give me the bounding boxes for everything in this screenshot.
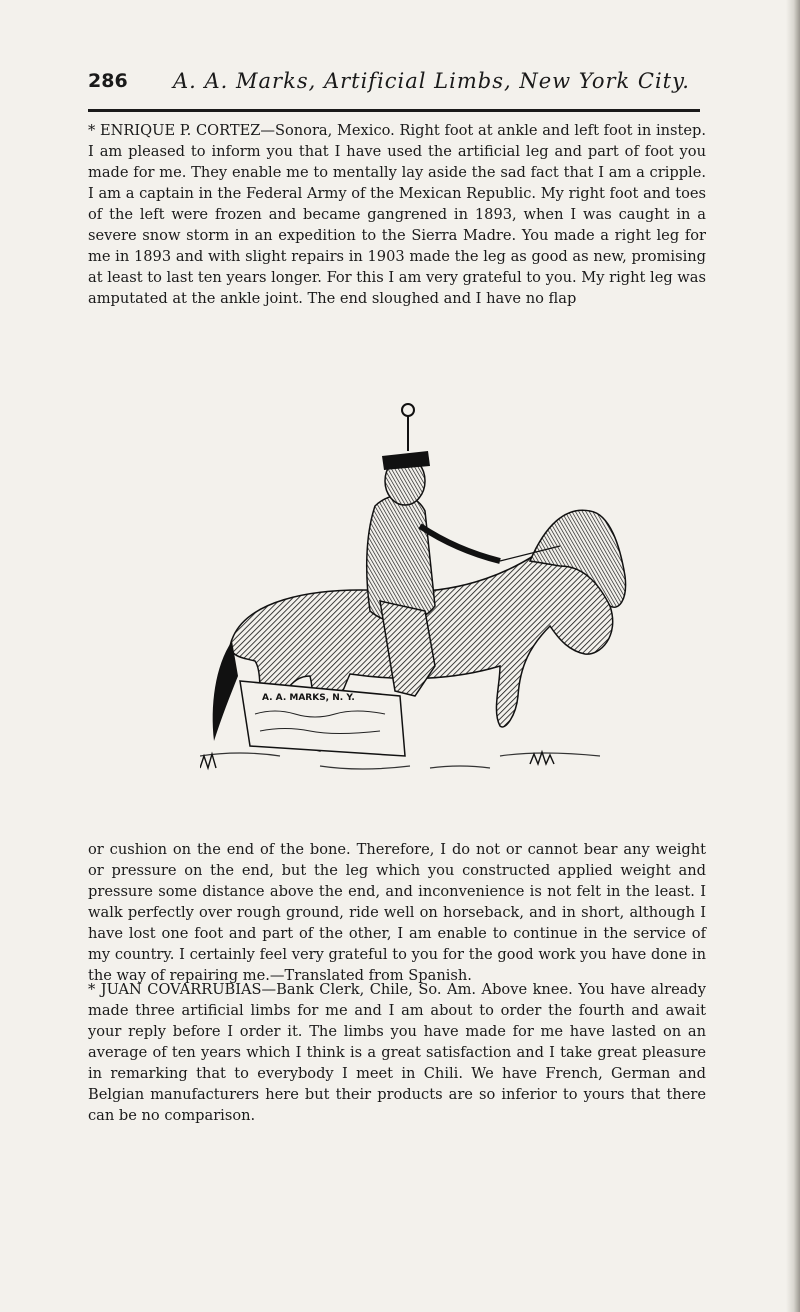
illustration-mounted-officer — [200, 396, 630, 800]
page-number: 286 — [88, 70, 128, 92]
saddle-blanket-label: A. A. MARKS, N. Y. — [262, 693, 355, 703]
header-rule — [88, 109, 700, 112]
testimonial-covarrubias: * JUAN COVARRUBIAS—Bank Clerk, Chile, So. Am. Above knee. You have already made three artificial limbs for me and I am about to order the fourth and await your reply before I order it. The limbs you have made for me have lasted on an average of ten years which I think is a great satisfaction and I take great pleasure in remarking that to everybody I meet in Chili. We have French, German and Belgian manufacturers here but their products are so inferior to yours that there can be no comparison. — [88, 981, 706, 1124]
page-header — [88, 70, 728, 104]
page-edge-shadow — [786, 0, 800, 1312]
running-title: A. A. Marks, Artificial Limbs, New York City. — [173, 69, 690, 93]
testimonial-cortez-continued: or cushion on the end of the bone. Therefore, I do not or cannot bear any weight or pressure on the end, but the leg which you constructed applied weight and pressure some distance above the end, and inconvenience is not felt in the least. I walk perfectly over rough ground, ride well on horseback, and in short, although I have lost one foot and part of the other, I am enable to continue in the service of my country. I certainly feel very grateful to you for the good work you have done in the way of repairing me.—Translated from Spanish. — [88, 841, 706, 984]
testimonial-cortez: * ENRIQUE P. CORTEZ—Sonora, Mexico. Right foot at ankle and left foot in instep. I am pleased to inform you that I have used the artificial leg and part of foot you made for me. They enable me to mentally lay aside the sad fact that I am a cripple. I am a captain in the Federal Army of the Mexican Republic. My right foot and toes of the left were frozen and became gangrened in 1893, when I was caught in a severe snow storm in an expedition to the Sierra Madre. You made a right leg for me in 1893 and with slight repairs in 1903 made the leg as good as new, promising at least to last ten years longer. For this I am very grateful to you. My right leg was amputated at the ankle joint. The end sloughed and I have no flap — [88, 122, 706, 307]
horse-rider-engraving — [200, 396, 630, 800]
